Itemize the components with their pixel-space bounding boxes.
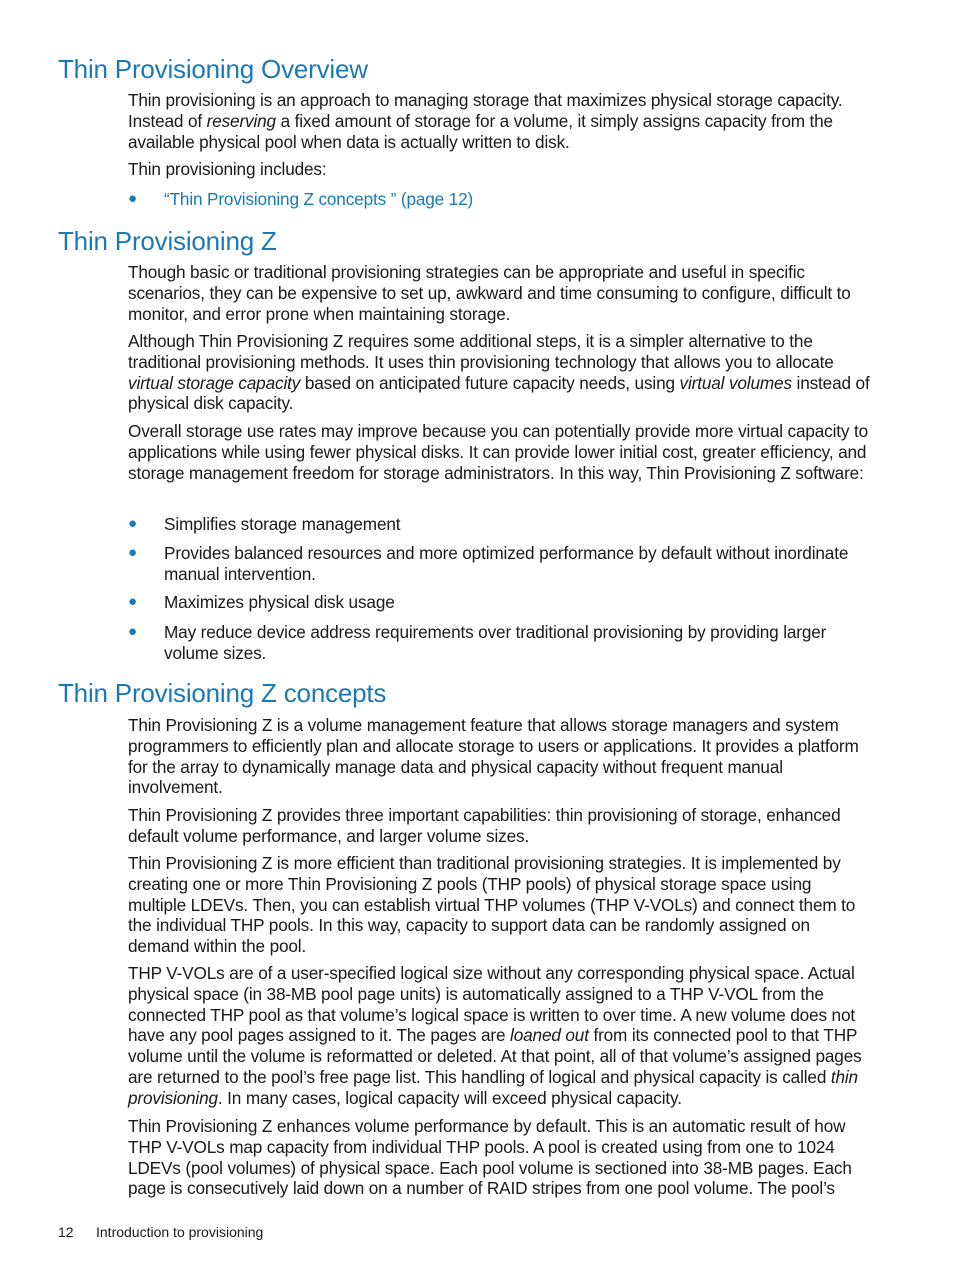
- tpz-paragraph-1: Though basic or traditional provisioning strategies can be appropriate and useful in specific scenarios, they can be expensive to set up, awkward and time consuming to configure, difficult to monitor, and error prone when maintaining storage.: [128, 262, 851, 324]
- concepts-paragraph-1: Thin Provisioning Z is a volume management feature that allows storage managers and system programmers to efficiently plan and allocate storage to users or applications. It provides a platform for the array to dynamically manage data and physical capacity without frequent manual involvement.: [128, 715, 859, 798]
- tpz-paragraph-3: Overall storage use rates may improve because you can potentially provide more virtual capacity to applications while using fewer physical disks. It can provide lower initial cost, greater efficiency, and storage management freedom for storage administrators. In this way, Thin Provisioning Z software:: [128, 421, 869, 483]
- bullet-icon: ●: [128, 515, 137, 532]
- page-number: 12: [58, 1224, 74, 1240]
- tpz-paragraph-2: Although Thin Provisioning Z requires some additional steps, it is a simpler alternative to the traditional provisioning methods. It uses thin provisioning technology that allows you to allocate virtual storage capacity based on anticipated future capacity needs, using virtual volumes instead of physical disk capacity.: [128, 331, 870, 414]
- heading-thin-provisioning-z: Thin Provisioning Z: [58, 226, 277, 256]
- chapter-title: Introduction to provisioning: [96, 1224, 264, 1240]
- concepts-paragraph-5: Thin Provisioning Z enhances volume performance by default. This is an automatic result of how THP V-VOLs map capacity from individual THP pools. A pool is created using from one to 1024 LDEVs (pool volumes) of physical space. Each pool volume is sectioned into 38-MB pages. Each page is consecutively laid down on a number of RAID stripes from one pool volume. The pool’s: [128, 1116, 852, 1199]
- concepts-paragraph-3: Thin Provisioning Z is more efficient than traditional provisioning strategies. It is implemented by creating one or more Thin Provisioning Z pools (THP pools) of physical storage space using multiple LDEVs. Then, you can establish virtual THP volumes (THP V-VOLs) and connect them to the individual THP pools. In this way, capacity to support data can be randomly assigned on demand within the pool.: [128, 853, 856, 957]
- concepts-paragraph-2: Thin Provisioning Z provides three important capabilities: thin provisioning of storage, enhanced default volume performance, and larger volume sizes.: [128, 805, 841, 846]
- bullet-icon: ●: [128, 593, 137, 610]
- document-page: Thin Provisioning Overview Thin provisioning is an approach to managing storage that maximizes physical storage capacity. Instead of reserving a fixed amount of storage for a volume, it simply assigns capacity from the available physical pool when data is actually written to disk. Thin provisioning includes: ● “Thin Provisioning Z concepts ” (page 12) Thin Provisioning Z Though basic or traditional provisioning strategies can be appropriate and useful in specific scenarios, they can be expensive to set up, awkward and time consuming to configure, difficult to monitor, and error prone when maintaining storage. Although Thin Provisioning Z requires some additional steps, it is a simpler alternative to the traditional provisioning methods. It uses thin provisioning technology that allows you to allocate virtual storage capacity based on anticipated future capacity needs, using virtual volumes instead of physical disk capacity. Overall storage use rates may improve because you can potentially provide more virtual capacity to applications while using fewer physical disks. It can provide lower initial cost, greater efficiency, and storage management freedom for storage administrators. In this way, Thin Provisioning Z software: ● Simplifies storage management ● Provides balanced resources and more optimized performance by default without inordinate manual intervention. ● Maximizes physical disk usage ● May reduce device address requirements over traditional provisioning by providing larger volume sizes. Thin Provisioning Z concepts Thin Provisioning Z is a volume management feature that allows storage managers and system programmers to efficiently plan and allocate storage to users or applications. It provides a platform for the array to dynamically manage data and physical capacity without frequent manual involvement. Thin Provisioning Z provides three important capabilities: thin provisioning of storage, enhanced default volume performance, and larger volume sizes. Thin Provisioning Z is more efficient than traditional provisioning strategies. It is implemented by creating one or more Thin Provisioning Z pools (THP pools) of physical storage space using multiple LDEVs. Then, you can establish virtual THP volumes (THP V-VOLs) and connect them to the individual THP pools. In this way, capacity to support data can be randomly assigned on demand within the pool. THP V-VOLs are of a user-specified logical size without any corresponding physical space. Actual physical space (in 38-MB pool page units) is automatically assigned to a THP V-VOL from the connected THP pool as that volume’s logical space is written to over time. A new volume does not have any pool pages assigned to it. The pages are loaned out from its connected pool to that THP volume until the volume is reformatted or deleted. At that point, all of that volume’s assigned pages are returned to the pool’s free page list. This handling of logical and physical capacity is called thin provisioning. In many cases, logical capacity will exceed physical capacity. Thin Provisioning Z enhances volume performance by default. This is an automatic result of how THP V-VOLs map capacity from individual THP pools. A pool is created using from one to 1024 LDEVs (pool volumes) of physical space. Each pool volume is sectioned into 38-MB pages. Each page is consecutively laid down on a number of RAID stripes from one pool volume. The pool’s 12 Introduction to provisioning: [0, 0, 954, 1271]
- heading-thin-provisioning-z-concepts: Thin Provisioning Z concepts: [58, 678, 387, 708]
- concepts-paragraph-4: THP V-VOLs are of a user-specified logical size without any corresponding physical space. Actual physical space (in 38-MB pool page units) is automatically assigned to a THP V-VOL from the connected THP pool as that volume’s logical space is written to over time. A new volume does not have any pool pages assigned to it. The pages are loaned out from its connected pool to that THP volume until the volume is reformatted or deleted. At that point, all of that volume’s assigned pages are returned to the pool’s free page list. This handling of logical and physical capacity is called thin provisioning. In many cases, logical capacity will exceed physical capacity.: [128, 963, 862, 1108]
- concepts-link[interactable]: “Thin Provisioning Z concepts ” (page 12): [164, 189, 474, 209]
- bullet-icon: ●: [128, 623, 137, 640]
- overview-paragraph-1: Thin provisioning is an approach to managing storage that maximizes physical storage capacity. Instead of reserving a fixed amount of storage for a volume, it simply assigns capacity from the available physical pool when data is actually written to disk.: [128, 90, 843, 152]
- heading-thin-provisioning-overview: Thin Provisioning Overview: [58, 54, 368, 84]
- bullet-icon: ●: [128, 544, 137, 561]
- overview-paragraph-2: Thin provisioning includes:: [128, 159, 327, 179]
- bullet-icon: ●: [128, 190, 137, 207]
